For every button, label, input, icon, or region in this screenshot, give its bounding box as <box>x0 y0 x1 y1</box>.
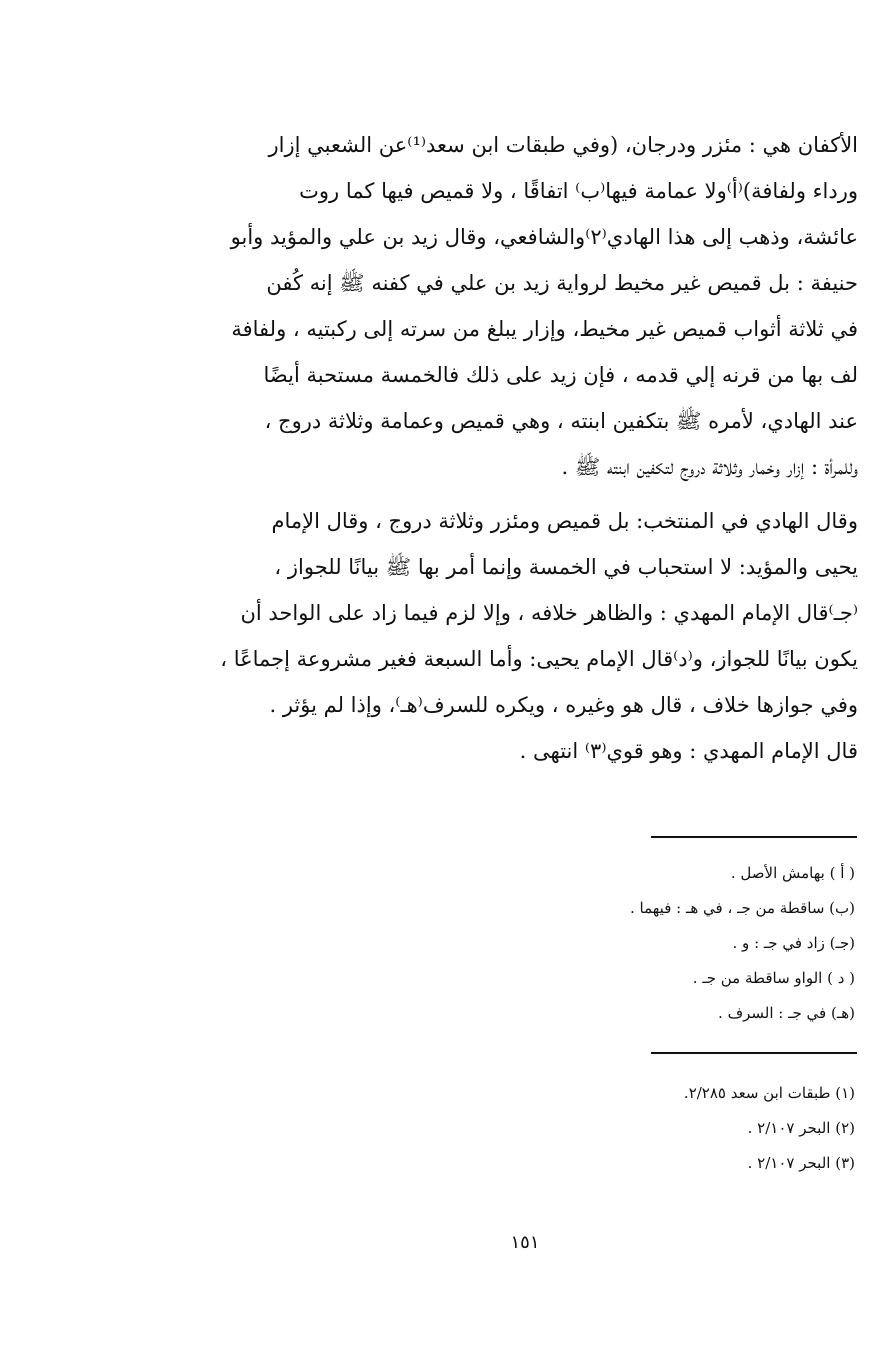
text-line: حنيفة : بل قميص غير مخيط لرواية زيد بن علي في كفنه ﷺ إنه كُفن <box>266 271 858 295</box>
footnote: (١) طبقات ابن سعد ٢/٢٨٥. <box>683 1084 855 1102</box>
text-line: وفي جوازها خلاف ، قال هو وغيره ، ويكره للسرف⁽هـ⁾، وإذا لم يؤثر . <box>269 693 858 717</box>
text-line: قال الإمام المهدي : وهو قوي⁽٣⁾ انتهى . <box>519 739 858 763</box>
text-line: الأكفان هي : مئزر ودرجان، (وفي طبقات ابن سعد⁽¹⁾عن الشعبي إزار <box>268 133 858 157</box>
page-number: ١٥١ <box>510 1232 540 1253</box>
footnote: ( د ) الواو ساقطة من جـ . <box>692 969 855 987</box>
text-line: لف بها من قرنه إلي قدمه ، فإن زيد على ذلك فالخمسة مستحبة أيضًا <box>263 363 858 387</box>
text-line: يحيى والمؤيد: لا استحباب في الخمسة وإنما أمر بها ﷺ بيانًا للجواز ، <box>274 555 858 579</box>
paragraph-2 <box>178 498 858 774</box>
text-line: عائشة، وذهب إلى هذا الهادي⁽٢⁾والشافعي، وقال زيد بن علي والمؤيد وأبو <box>230 225 858 249</box>
footnote: (جـ) زاد في جـ : و . <box>732 934 855 952</box>
footnote: (ب) ساقطة من جـ ، في هـ : فيهما . <box>629 899 855 917</box>
reference-notes <box>295 1076 855 1181</box>
footnote-divider <box>651 836 857 838</box>
variant-notes <box>295 856 855 1031</box>
text-line: وقال الهادي في المنتخب: بل قميص ومئزر وثلاثة دروج ، وقال الإمام <box>271 509 858 533</box>
text-line: ورداء ولفافة)⁽أ⁾ولا عمامة فيها⁽ب⁾ اتفاقًا ، ولا قميص فيها كما روت <box>299 179 858 203</box>
paragraph-1 <box>178 122 858 490</box>
footnote-divider <box>651 1052 857 1054</box>
text-line: وللمرأة : إزار وخمار وثلاثة دروج لتكفين ابنته ﷺ . <box>561 455 858 479</box>
footnote: ( أ ) بهامش الأصل . <box>730 864 855 882</box>
footnote: (٢) البحر ٢/١٠٧ . <box>747 1119 855 1137</box>
footnote: (٣) البحر ٢/١٠٧ . <box>747 1154 855 1172</box>
text-line: في ثلاثة أثواب قميص غير مخيط، وإزار يبلغ من سرته إلى ركبتيه ، ولفافة <box>231 317 858 341</box>
text-line: عند الهادي، لأمره ﷺ بتكفين ابنته ، وهي قميص وعمامة وثلاثة دروج ، <box>264 409 858 433</box>
text-line: يكون بيانًا للجواز، و⁽د⁾قال الإمام يحيى: وأما السبعة فغير مشروعة إجماعًا ، <box>220 647 858 671</box>
text-line: ⁽جـ⁾قال الإمام المهدي : والظاهر خلافه ، وإلا لزم فيما زاد على الواحد أن <box>240 601 858 625</box>
footnote: (هـ) في جـ : السرف . <box>718 1004 855 1022</box>
main-text <box>178 122 858 774</box>
